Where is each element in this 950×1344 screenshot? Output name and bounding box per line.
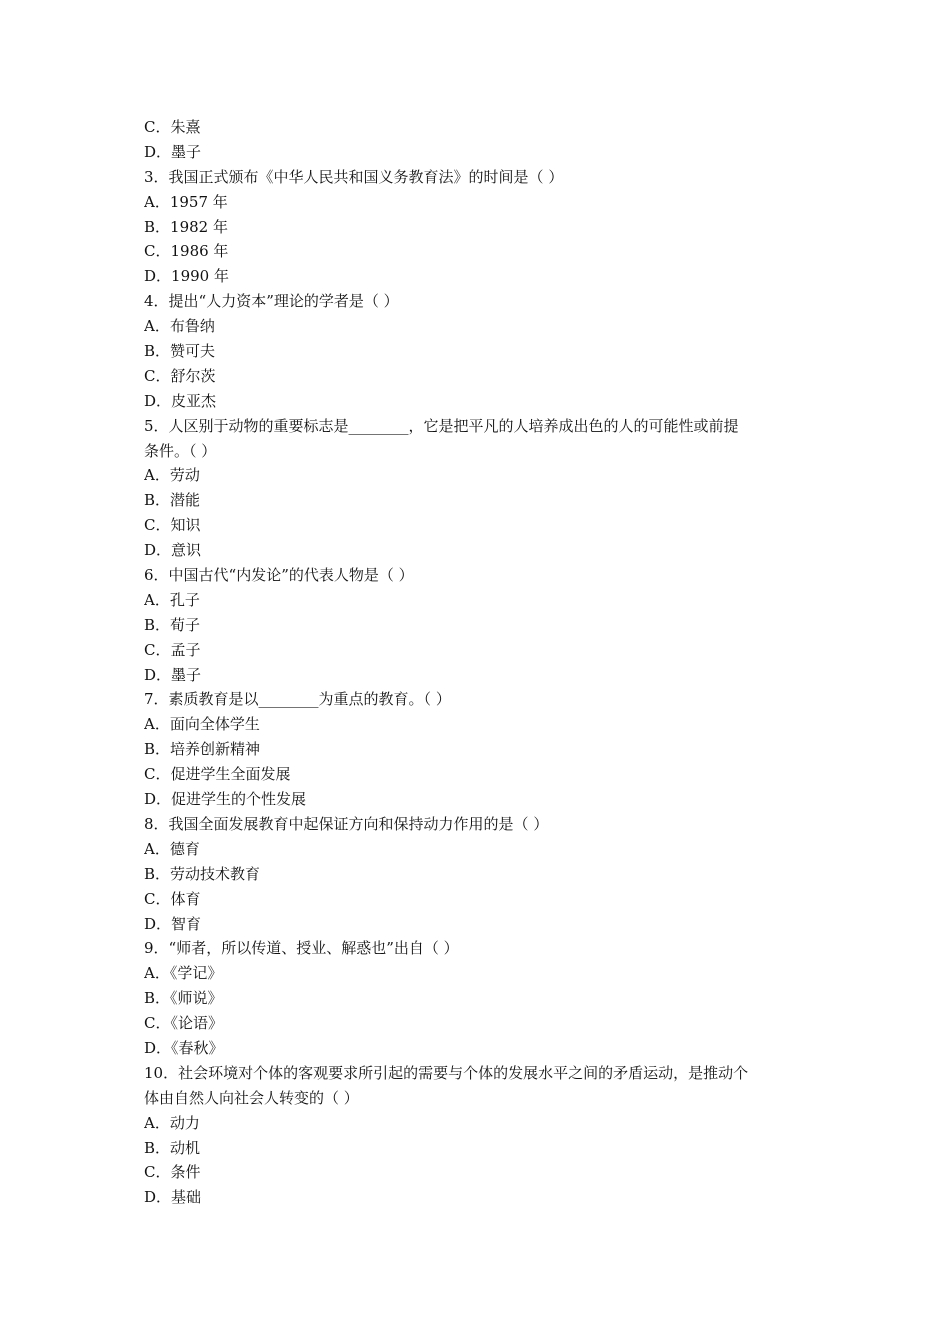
question-line: 3．我国正式颁布《中华人民共和国义务教育法》的时间是（ ） xyxy=(144,167,564,186)
option-line: A．孔子 xyxy=(144,590,200,609)
option-line: C．条件 xyxy=(144,1163,201,1182)
option-line: B．1982 年 xyxy=(144,217,228,236)
option-line: D．墨子 xyxy=(144,142,202,161)
question-line: 5．人区别于动物的重要标志是________，它是把平凡的人培养成出色的人的可能性或前提 xyxy=(144,416,739,435)
option-line: B．动机 xyxy=(144,1138,201,1157)
question-line: 10．社会环境对个体的客观要求所引起的需要与个体的发展水平之间的矛盾运动，是推动个 xyxy=(144,1063,749,1082)
question-line-continued: 体由自然人向社会人转变的（ ） xyxy=(144,1088,359,1107)
question-line-continued: 条件。（ ） xyxy=(144,441,217,460)
option-line: C．体育 xyxy=(144,889,201,908)
question-line: 4．提出“人力资本”理论的学者是（ ） xyxy=(144,292,399,311)
option-line: B．劳动技术教育 xyxy=(144,864,261,883)
option-line: D．基础 xyxy=(144,1188,202,1207)
exam-text-body xyxy=(144,115,814,1210)
option-line: B．赞可夫 xyxy=(144,342,216,361)
option-line: D．《春秋》 xyxy=(144,1038,224,1057)
question-line: 7．素质教育是以________为重点的教育。（ ） xyxy=(144,690,451,709)
option-line: C．朱熹 xyxy=(144,118,201,136)
question-line: 8．我国全面发展教育中起保证方向和保持动力作用的是（ ） xyxy=(144,814,549,833)
option-line: C．孟子 xyxy=(144,640,201,659)
option-line: D．1990 年 xyxy=(144,267,229,286)
option-line: A．面向全体学生 xyxy=(144,715,260,734)
option-line: C．促进学生全面发展 xyxy=(144,765,291,784)
option-line: D．意识 xyxy=(144,541,202,560)
option-line: B．《师说》 xyxy=(144,989,223,1008)
option-line: A．《学记》 xyxy=(144,964,223,983)
option-line: B．潜能 xyxy=(144,491,201,510)
option-line: D．墨子 xyxy=(144,665,202,684)
option-line: A．德育 xyxy=(144,839,200,858)
option-line: A．劳动 xyxy=(144,466,200,485)
option-line: C．《论语》 xyxy=(144,1014,223,1033)
option-line: C．知识 xyxy=(144,516,201,535)
option-line: B．荀子 xyxy=(144,615,201,634)
question-line: 6．中国古代“内发论”的代表人物是（ ） xyxy=(144,566,414,585)
option-line: A．布鲁纳 xyxy=(144,317,215,336)
option-line: D．智育 xyxy=(144,914,202,933)
option-line: D．促进学生的个性发展 xyxy=(144,790,307,809)
option-line: C．舒尔茨 xyxy=(144,366,216,385)
option-line: A．1957 年 xyxy=(144,192,228,211)
option-line: B．培养创新精神 xyxy=(144,740,261,759)
option-line: D．皮亚杰 xyxy=(144,391,217,410)
option-line: A．动力 xyxy=(144,1113,200,1132)
option-line: C．1986 年 xyxy=(144,242,229,261)
question-line: 9．“师者，所以传道、授业、解惑也”出自（ ） xyxy=(144,939,459,958)
